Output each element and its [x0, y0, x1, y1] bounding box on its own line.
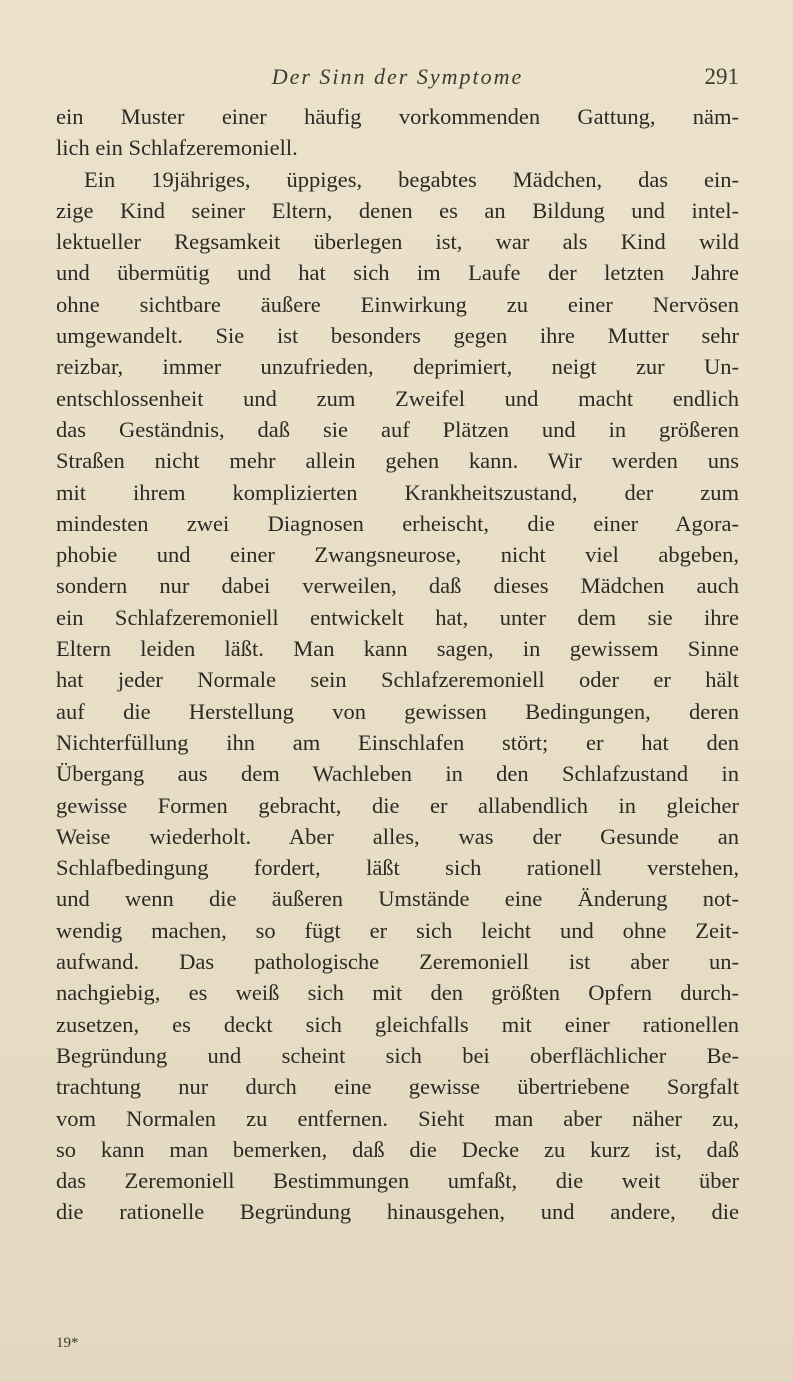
text-line: phobie und einer Zwangsneurose, nicht viel abgeben, [56, 542, 739, 568]
text-line: das Zeremoniell Bestimmungen umfaßt, die weit über [56, 1168, 739, 1194]
text-line: so kann man bemerken, daß die Decke zu kurz ist, daß [56, 1136, 739, 1162]
text-line: mindesten zwei Diagnosen erheischt, die einer Agora- [56, 510, 739, 536]
running-title: Der Sinn der Symptome [271, 64, 524, 89]
text-line: das Geständnis, daß sie auf Plätzen und in größeren [56, 416, 739, 442]
text-line: sondern nur dabei verweilen, daß dieses Mädchen auch [56, 573, 739, 599]
text-line: Ein 19jähriges, üppiges, begabtes Mädchen, das ein- [84, 166, 739, 192]
text-line: auf die Herstellung von gewissen Bedingungen, deren [56, 698, 739, 724]
text-line: mit ihrem komplizierten Krankheitszustand, der zum [56, 479, 739, 505]
text-line: Straßen nicht mehr allein gehen kann. Wir werden uns [56, 448, 739, 474]
text-line: ohne sichtbare äußere Einwirkung zu einer Nervösen [56, 291, 739, 317]
text-line: Weise wiederholt. Aber alles, was der Gesunde an [56, 823, 739, 849]
text-line: vom Normalen zu entfernen. Sieht man aber näher zu, [56, 1105, 739, 1131]
text-line: zige Kind seiner Eltern, denen es an Bildung und intel- [56, 197, 739, 223]
text-line: Schlafbedingung fordert, läßt sich rationell verstehen, [56, 855, 739, 881]
text-line: reizbar, immer unzufrieden, deprimiert, neigt zur Un- [56, 354, 739, 380]
text-line: hat jeder Normale sein Schlafzeremoniell oder er hält [56, 667, 739, 693]
text-line: Übergang aus dem Wachleben in den Schlafzustand in [56, 761, 739, 787]
text-line: und übermütig und hat sich im Laufe der letzten Jahre [56, 260, 739, 286]
text-line: Begründung und scheint sich bei oberflächlicher Be- [56, 1042, 739, 1068]
text-line: die rationelle Begründung hinausgehen, und andere, die [56, 1199, 739, 1225]
text-line: nachgiebig, es weiß sich mit den größten Opfern durch- [56, 980, 739, 1006]
text-line: gewisse Formen gebracht, die er allabendlich in gleicher [56, 792, 739, 818]
text-line: aufwand. Das pathologische Zeremoniell ist aber un- [56, 949, 739, 975]
text-line: lektueller Regsamkeit überlegen ist, war als Kind wild [56, 229, 739, 255]
text-line: umgewandelt. Sie ist besonders gegen ihre Mutter sehr [56, 323, 739, 349]
page-number: 291 [704, 64, 739, 89]
text-line: trachtung nur durch eine gewisse übertriebene Sorgfalt [56, 1074, 739, 1100]
text-line: Nichterfüllung ihn am Einschlafen stört; er hat den [56, 729, 739, 755]
text-line: und wenn die äußeren Umstände eine Änderung not- [56, 886, 739, 912]
text-line: lich ein Schlafzeremoniell. [56, 135, 298, 161]
text-line: zusetzen, es deckt sich gleichfalls mit einer rationellen [56, 1011, 739, 1037]
body-text [56, 101, 739, 1228]
page-header [56, 64, 739, 96]
text-line: wendig machen, so fügt er sich leicht und ohne Zeit- [56, 917, 739, 943]
text-line: ein Muster einer häufig vorkommenden Gattung, näm- [56, 104, 739, 129]
signature-mark: 19* [56, 1335, 79, 1351]
text-line: ein Schlafzeremoniell entwickelt hat, unter dem sie ihre [56, 604, 739, 630]
text-line: Eltern leiden läßt. Man kann sagen, in gewissem Sinne [56, 636, 739, 662]
text-line: entschlossenheit und zum Zweifel und macht endlich [56, 385, 739, 411]
